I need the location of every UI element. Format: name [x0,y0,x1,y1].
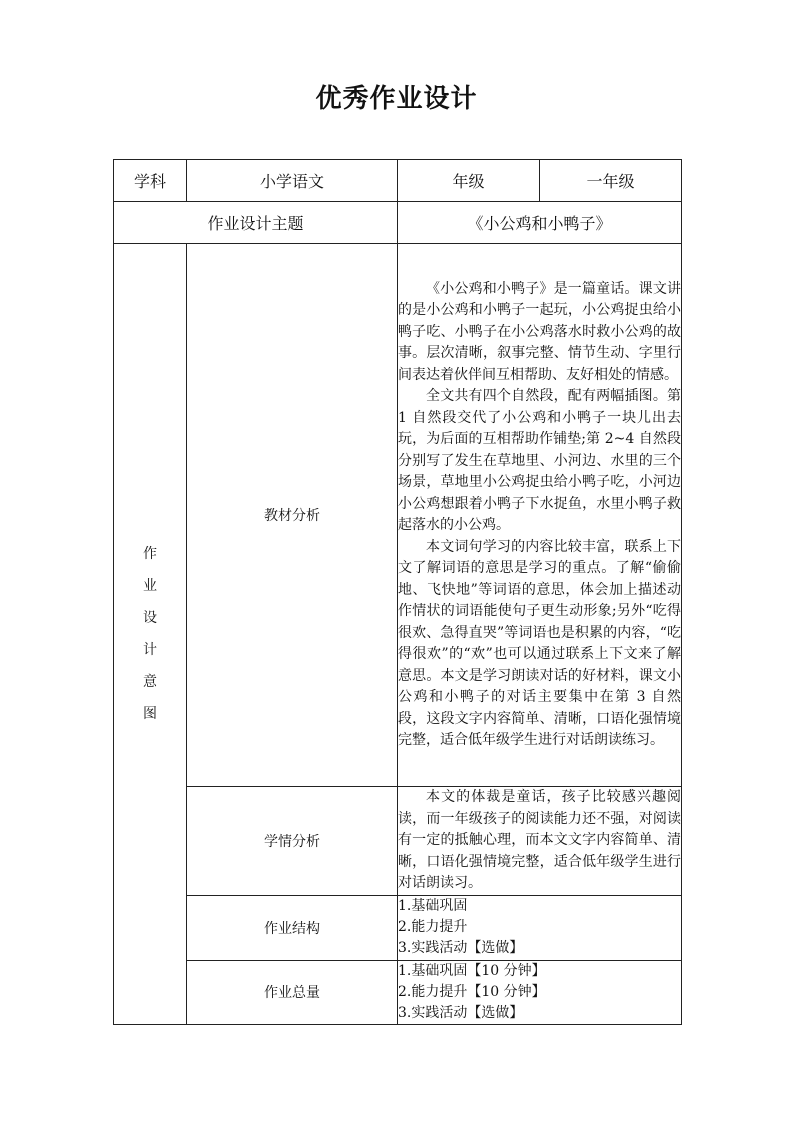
learner-analysis-row [114,787,682,896]
theme-label: 作业设计主题 [114,202,398,244]
design-intent-label [114,244,187,1025]
analysis-paragraph: 本文词句学习的内容比较丰富，联系上下文了解词语的意思是学习的重点。了解“偷偷地、飞快地”等词语的意思，体会加上描述动作情状的词语能使句子更生动形象;另外“吃得很欢、急得直哭”等词语也是积累的内容，“吃得很欢”的“欢”也可以通过联系上下文来了解意思。本文是学习朗读对话的好材料，课文小公鸡和小鸭子的对话主要集中在第 3 自然段，这段文字内容简单、清晰，口语化强情境完整，适合低年级学生进行对话朗读练习。 [398,538,682,748]
learner-paragraph: 本文的体裁是童话，孩子比较感兴趣阅读，而一年级孩子的阅读能力还不强，对阅读有一定的抵触心理，而本文文字内容简单、清晰，口语化强情境完整，适合低年级学生进行对话朗读习。 [398,789,682,891]
intent-char: 图 [143,705,157,722]
learner-analysis-label: 学情分析 [187,787,398,896]
subject-grade-row [114,160,682,202]
intent-char: 意 [143,673,157,690]
intent-char: 业 [143,577,157,594]
total-amount-list [398,960,682,1024]
structure-item: 1.基础巩固 [398,898,468,914]
total-amount-label: 作业总量 [187,960,398,1024]
structure-row [114,895,682,960]
analysis-paragraph: 《小公鸡和小鸭子》是一篇童话。课文讲的是小公鸡和小鸭子一起玩，小公鸡捉虫给小鸭子吃、小鸭子在小公鸡落水时救小公鸡的故事。层次清晰，叙事完整、情节生动、字里行间表达着伙伴间互相帮助、友好相处的情感。 [398,280,682,383]
analysis-paragraph: 全文共有四个自然段，配有两幅插图。第 1 自然段交代了小公鸡和小鸭子一块儿出去玩，为后面的互相帮助作铺垫;第 2~4 自然段分别写了发生在草地里、小河边、水里的三个场景，草地里小公鸡捉虫给小鸭子吃，小河边小公鸡想跟着小鸭子下水捉鱼，水里小鸭子救起落水的小公鸡。 [398,388,682,533]
intent-char: 设 [143,609,157,626]
intent-char: 计 [143,641,157,658]
textbook-analysis-row [114,244,682,787]
total-item: 3.实践活动【选做】 [398,1004,524,1021]
structure-item: 3.实践活动【选做】 [398,940,524,956]
grade-label: 年级 [398,160,540,202]
grade-value: 一年级 [540,160,682,202]
subject-label: 学科 [114,160,187,202]
homework-design-table [113,159,682,1025]
theme-row [114,202,682,244]
total-item: 2.能力提升【10 分钟】 [398,983,546,1000]
structure-label: 作业结构 [187,895,398,960]
learner-analysis-text [398,787,682,896]
total-item: 1.基础巩固【10 分钟】 [398,962,546,979]
theme-value: 《小公鸡和小鸭子》 [398,202,682,244]
textbook-analysis-text [398,244,682,787]
intent-char: 作 [143,545,157,562]
subject-value: 小学语文 [187,160,398,202]
total-amount-row [114,960,682,1024]
textbook-analysis-label: 教材分析 [187,244,398,787]
structure-item: 2.能力提升 [398,919,468,935]
structure-list [398,895,682,960]
document-title: 优秀作业设计 [315,84,478,114]
